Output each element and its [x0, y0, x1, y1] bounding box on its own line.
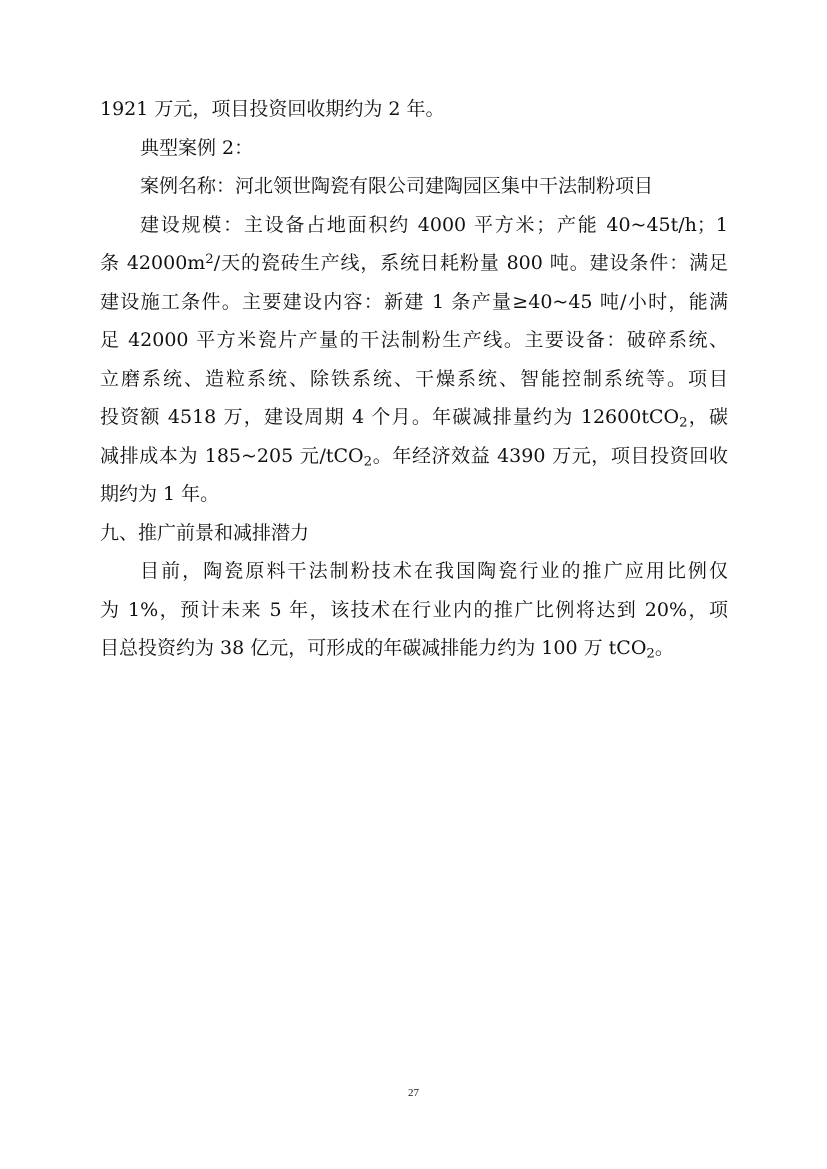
paragraph-line — [100, 244, 728, 283]
paragraph-line: 立磨系统、造粒系统、除铁系统、干燥系统、智能控制系统等。项目 — [100, 367, 728, 390]
paragraph-line: 期约为 1 年。 — [100, 483, 220, 505]
document-body — [100, 90, 728, 668]
section-heading: 九、推广前景和减排潜力 — [100, 521, 310, 544]
paragraph-line: 足 42000 平方米瓷片产量的干法制粉生产线。主要设备：破碎系统、 — [100, 329, 728, 351]
subscript: 2 — [363, 453, 373, 469]
paragraph-line: 建设规模：主设备占地面积约 4000 平方米；产能 40~45t/h；1 — [140, 213, 728, 236]
case-name-line: 案例名称：河北领世陶瓷有限公司建陶园区集中干法制粉项目 — [140, 175, 654, 197]
subscript: 2 — [679, 415, 688, 431]
subscript: 2 — [646, 646, 655, 662]
paragraph-line: 1921 万元，项目投资回收期约为 2 年。 — [100, 98, 445, 120]
text-run: /天的瓷砖生产线，系统日耗粉量 800 吨。建设条件：满足 — [213, 252, 728, 274]
paragraph-line — [100, 437, 728, 476]
text-run: ，碳 — [687, 406, 728, 428]
paragraph-line: 目前，陶瓷原料干法制粉技术在我国陶瓷行业的推广应用比例仅 — [140, 560, 728, 582]
case-heading: 典型案例 2： — [140, 136, 254, 159]
text-run: 。 — [654, 637, 674, 659]
paragraph-line — [100, 629, 728, 668]
text-run: 投资额 4518 万，建设周期 4 个月。年碳减排量约为 12600tCO — [100, 406, 680, 428]
paragraph-line: 建设施工条件。主要建设内容：新建 1 条产量≥40~45 吨/小时，能满 — [100, 290, 728, 313]
paragraph-line — [100, 398, 728, 437]
text-run: 。年经济效益 4390 万元，项目投资回收 — [372, 444, 729, 467]
superscript: 2 — [205, 252, 214, 268]
text-run: 条 42000m — [100, 252, 206, 274]
paragraph-line: 为 1%，预计未来 5 年，该技术在行业内的推广比例将达到 20%，项 — [100, 598, 728, 621]
text-run: 减排成本为 185~205 元/tCO — [100, 444, 364, 467]
page-number: 27 — [408, 1087, 419, 1099]
text-run: 目总投资约为 38 亿元，可形成的年碳减排能力约为 100 万 tCO — [100, 637, 647, 659]
